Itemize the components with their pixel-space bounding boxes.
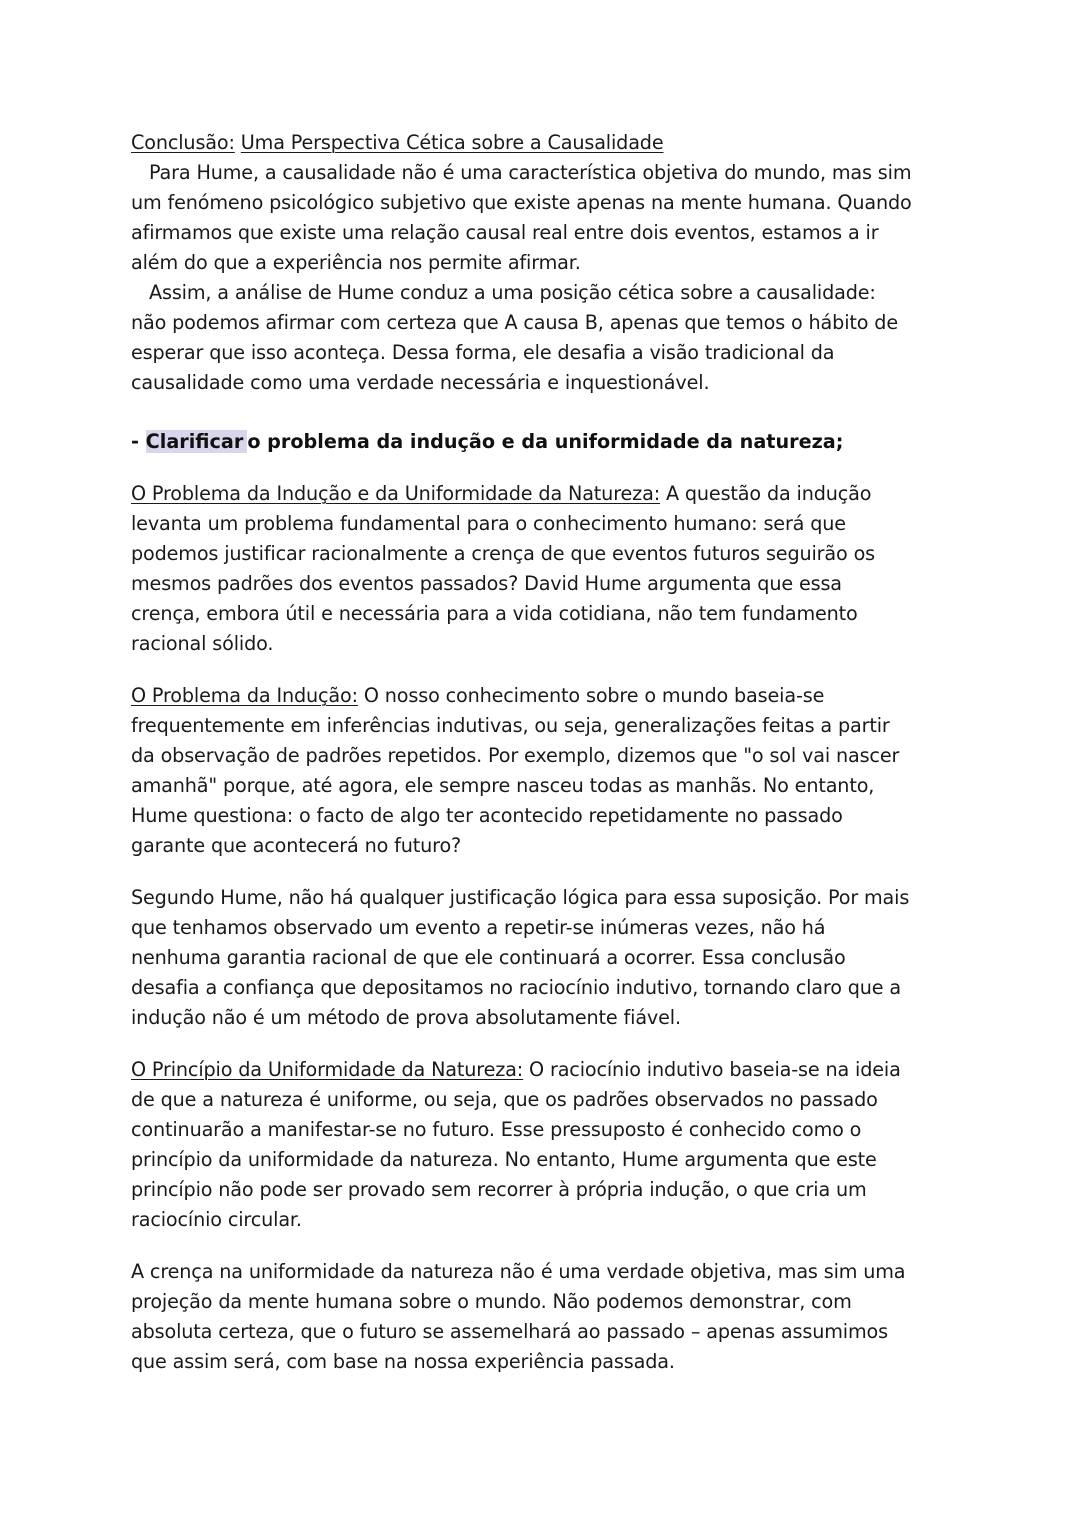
conclusion-title: Uma Perspectiva Cética sobre a Causalidade bbox=[240, 131, 664, 154]
document-page bbox=[131, 128, 961, 1399]
text-line: desafia a confiança que depositamos no raciocínio indutivo, tornando claro que a bbox=[131, 976, 901, 999]
objective-dash: - bbox=[131, 430, 146, 453]
text-line: racional sólido. bbox=[131, 632, 274, 655]
text-line: absoluta certeza, que o futuro se assemelhará ao passado – apenas assumimos bbox=[131, 1320, 888, 1343]
text-line: continuarão a manifestar-se no futuro. Esse pressuposto é conhecido como o bbox=[131, 1118, 862, 1141]
text-line: Assim, a análise de Hume conduz a uma posição cética sobre a causalidade: bbox=[149, 281, 876, 304]
conclusion-section bbox=[131, 128, 961, 398]
text-line: levanta um problema fundamental para o conhecimento humano: será que bbox=[131, 512, 846, 535]
text-line: não podemos afirmar com certeza que A causa B, apenas que temos o hábito de bbox=[131, 311, 898, 334]
objective-heading bbox=[131, 427, 961, 457]
highlighted-word: Clarificar bbox=[146, 430, 248, 453]
text-line: Hume questiona: o facto de algo ter acontecido repetidamente no passado bbox=[131, 804, 843, 827]
conclusion-heading bbox=[131, 128, 961, 158]
text-line: garante que acontecerá no futuro? bbox=[131, 834, 462, 857]
text-line: afirmamos que existe uma relação causal real entre dois eventos, estamos a ir bbox=[131, 221, 879, 244]
text-line: raciocínio circular. bbox=[131, 1208, 302, 1231]
text-line: que assim será, com base na nossa experiência passada. bbox=[131, 1350, 675, 1373]
text-line: que tenhamos observado um evento a repetir-se inúmeras vezes, não há bbox=[131, 916, 826, 939]
text-line: O Problema da Indução: O nosso conhecimento sobre o mundo baseia-se bbox=[131, 684, 825, 707]
text-line: da observação de padrões repetidos. Por exemplo, dizemos que "o sol vai nascer bbox=[131, 744, 900, 767]
induction-problem-section bbox=[131, 681, 961, 861]
text-line: Segundo Hume, não há qualquer justificação lógica para essa suposição. Por mais bbox=[131, 886, 910, 909]
text-line: causalidade como uma verdade necessária e inquestionável. bbox=[131, 371, 710, 394]
uniformity-principle-section bbox=[131, 1055, 961, 1235]
text-line: A crença na uniformidade da natureza não é uma verdade objetiva, mas sim uma bbox=[131, 1260, 906, 1283]
text-line: esperar que isso aconteça. Dessa forma, ele desafia a visão tradicional da bbox=[131, 341, 835, 364]
section-label: O Problema da Indução: bbox=[131, 684, 358, 707]
conclusion-label: Conclusão: bbox=[131, 131, 235, 154]
text-line: um fenómeno psicológico subjetivo que existe apenas na mente humana. Quando bbox=[131, 191, 912, 214]
section-label: O Princípio da Uniformidade da Natureza: bbox=[131, 1058, 524, 1081]
text-line: de que a natureza é uniforme, ou seja, que os padrões observados no passado bbox=[131, 1088, 878, 1111]
hume-argument-section bbox=[131, 883, 961, 1033]
uniformity-belief-section bbox=[131, 1257, 961, 1377]
text-line: O Princípio da Uniformidade da Natureza: O raciocínio indutivo baseia-se na ideia bbox=[131, 1058, 901, 1081]
text-line: podemos justificar racionalmente a crença de que eventos futuros seguirão os bbox=[131, 542, 876, 565]
text-line: crença, embora útil e necessária para a vida cotidiana, não tem fundamento bbox=[131, 602, 858, 625]
text-line: mesmos padrões dos eventos passados? David Hume argumenta que essa bbox=[131, 572, 842, 595]
objective-text: o problema da indução e da uniformidade da natureza; bbox=[247, 430, 844, 453]
text-line: O Problema da Indução e da Uniformidade da Natureza: A questão da indução bbox=[131, 482, 872, 505]
text-line: princípio da uniformidade da natureza. No entanto, Hume argumenta que este bbox=[131, 1148, 877, 1171]
text-line: Para Hume, a causalidade não é uma característica objetiva do mundo, mas sim bbox=[149, 161, 912, 184]
text-line: frequentemente em inferências indutivas, ou seja, generalizações feitas a partir bbox=[131, 714, 890, 737]
text-line: projeção da mente humana sobre o mundo. Não podemos demonstrar, com bbox=[131, 1290, 852, 1313]
section-label: O Problema da Indução e da Uniformidade da Natureza: bbox=[131, 482, 661, 505]
text-line: além do que a experiência nos permite afirmar. bbox=[131, 251, 581, 274]
text-line: amanhã" porque, até agora, ele sempre nasceu todas as manhãs. No entanto, bbox=[131, 774, 875, 797]
text-line: nenhuma garantia racional de que ele continuará a ocorrer. Essa conclusão bbox=[131, 946, 846, 969]
induction-uniformity-section bbox=[131, 479, 961, 659]
text-line: indução não é um método de prova absolutamente fiável. bbox=[131, 1006, 681, 1029]
text-line: princípio não pode ser provado sem recorrer à própria indução, o que cria um bbox=[131, 1178, 867, 1201]
